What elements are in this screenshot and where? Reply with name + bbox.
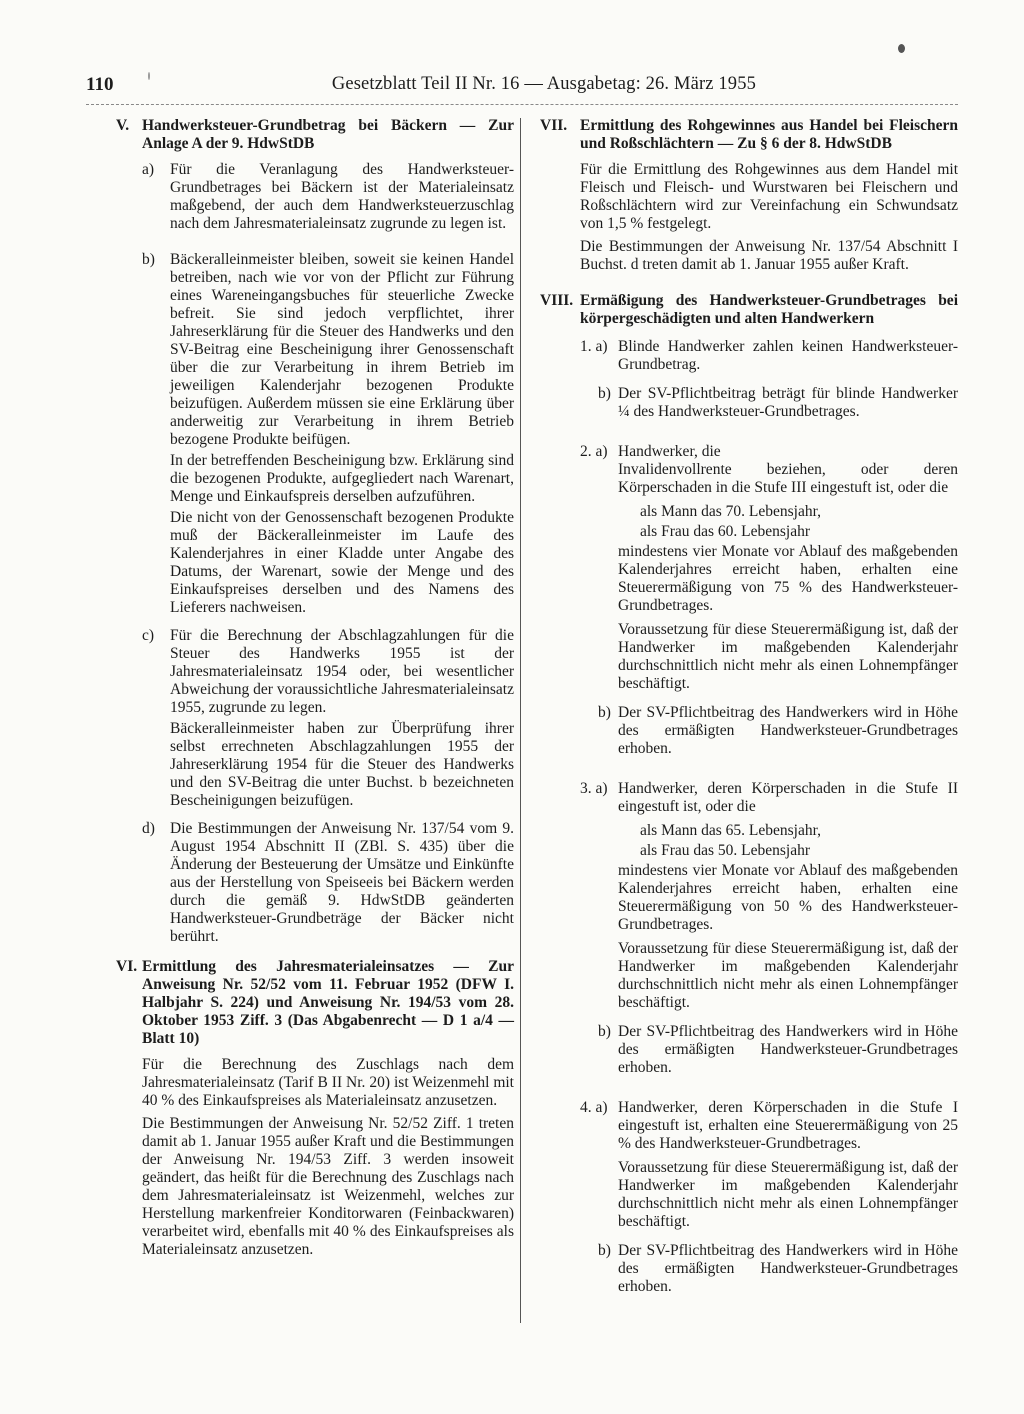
header-title: Gesetzblatt Teil II Nr. 16 — Ausgabetag: 26. März 1955 xyxy=(331,74,756,94)
item-1a xyxy=(580,338,958,374)
list-marker: b) xyxy=(598,385,611,402)
item-2a xyxy=(580,443,958,693)
scan-speck xyxy=(898,44,905,53)
list-marker: 2. a) xyxy=(580,443,608,460)
subsection-d xyxy=(142,820,514,946)
section-title: Ermittlung des Jahresmaterialeinsatzes — Zur Anweisung Nr. 52/52 vom 11. Februar 1952 (DFW I. Halbjahr S. 224) und Anweisung Nr. 194/53 vom 28. Oktober 1953 Ziff. 3 (Das Abgabenrecht — D 1 a/4 — Blatt 10) xyxy=(142,958,514,1047)
paragraph: Voraussetzung für diese Steuerermäßigung ist, daß der Handwerker im maßgebenden Kalenderjahr durchschnittlich nicht mehr als einen Lohnempfänger beschäftigt. xyxy=(618,621,958,692)
subsection-a xyxy=(142,161,514,233)
paragraph: In der betreffenden Bescheinigung bzw. Erklärung sind die bezogenen Produkte, aufgegliedert nach Warenart, Menge und Einkaufspreis derselben aufzuführen. xyxy=(170,452,514,505)
column-separator xyxy=(520,118,521,1323)
list-marker: b) xyxy=(142,251,155,268)
section-vi xyxy=(116,958,514,1259)
age-condition: als Frau das 50. Lebensjahr xyxy=(640,842,811,859)
list-marker: d) xyxy=(142,820,155,837)
page-number: 110 xyxy=(86,74,114,95)
section-title: Ermittlung des Rohgewinnes aus Handel bei Fleischern und Roßschlächtern — Zu § 6 der 8. HdwStDB xyxy=(580,117,958,152)
item-2b xyxy=(580,704,958,758)
item-4b xyxy=(580,1242,958,1296)
item-3b xyxy=(580,1023,958,1077)
section-heading xyxy=(116,958,514,1048)
section-v xyxy=(116,117,514,946)
left-column xyxy=(116,117,514,1271)
paragraph: Für die Berechnung der Abschlagzahlungen für die Steuer des Handwerks 1955 ist der Jahresmaterialeinsatz 1954 oder, bei wesentlicher Abweichung der voraussichtliche Jahresmaterialeinsatz 1955, zugrunde zu legen. xyxy=(170,627,514,716)
paragraph: Bäckeralleinmeister haben zur Überprüfung ihrer selbst errechneten Abschlagzahlungen 1955 der Jahreserklärung 1954 für die Steuer des Handwerks und den SV-Beitrag die unter Buchst. b bezeichneten Bescheinigungen beizufügen. xyxy=(170,720,514,809)
list-marker: c) xyxy=(142,627,155,644)
list-marker: b) xyxy=(598,1023,611,1040)
page-header xyxy=(86,74,756,100)
section-number: VII. xyxy=(540,117,568,134)
section-number: VI. xyxy=(116,958,138,975)
item-1b xyxy=(580,385,958,421)
list-marker: 1. a) xyxy=(580,338,608,355)
paragraph: Die Bestimmungen der Anweisung Nr. 52/52 Ziff. 1 treten damit ab 1. Januar 1955 außer Kraft und die Bestimmungen der Anweisung Nr. 194/53 Ziff. 3 werden insoweit geändert, das heißt für die Berechnung des Zuschlags nach dem Jahresmaterialeinsatz ist Weizenmehl, welches zur Herstellung markenfreier Konditorwaren (Feinbackwaren) verarbeitet wird, ebenfalls mit 40 % des Einkaufspreises als Materialeinsatz anzusetzen. xyxy=(142,1115,514,1258)
age-condition: als Frau das 60. Lebensjahr xyxy=(640,523,811,540)
paragraph: Die Bestimmungen der Anweisung Nr. 137/54 Abschnitt I Buchst. d treten damit ab 1. Januar 1955 außer Kraft. xyxy=(580,238,958,273)
list-marker: 4. a) xyxy=(580,1099,608,1116)
paragraph: Die Bestimmungen der Anweisung Nr. 137/54 vom 9. August 1954 Abschnitt II (ZBl. S. 435) über die Änderung der Besteuerung der Umsätze und Einkünfte aus der Herstellung von Speiseeis bei Bäckern werden durch die gemäß 9. HdwStDB geänderten Handwerksteuer-Grundbeträge der Bäcker nicht berührt. xyxy=(170,820,514,945)
paragraph: Bäckeralleinmeister bleiben, soweit sie keinen Handel betreiben, nach wie vor von der Pflicht zur Führung eines Wareneingangsbuches für steuerliche Zwecke befreit. Sie sind jedoch verpflichtet, ihrer Jahreserklärung für die Steuer des Handwerks und den SV-Beitrag eine Bescheinigung ihrer Genossenschaft über die zur Verarbeitung in ihrem Betrieb im jeweiligen Kalenderjahr bezogenen Produkte beizufügen. Außerdem müssen sie eine Erklärung über anderweitig zur Verarbeitung in ihrem Betrieb bezogene Produkte beifügen. xyxy=(170,251,514,448)
paragraph: Für die Ermittlung des Rohgewinnes aus dem Handel mit Fleisch und Fleisch- und Wurstwaren bei Fleischern und Roßschlächtern wird zur Vereinfachung ein Schwundsatz von 1,5 % festgelegt. xyxy=(580,161,958,232)
paragraph: Blinde Handwerker zahlen keinen Handwerksteuer-Grundbetrag. xyxy=(618,338,958,373)
header-divider xyxy=(86,104,958,105)
paragraph: Handwerker, die xyxy=(618,443,721,460)
right-column xyxy=(540,117,958,1308)
paragraph: Invalidenvollrente beziehen, oder deren Körperschaden in die Stufe III eingestuft ist, oder die xyxy=(618,461,958,496)
item-4a xyxy=(580,1099,958,1231)
section-viii xyxy=(540,292,958,1296)
list-marker: 3. a) xyxy=(580,780,608,797)
section-vii xyxy=(540,117,958,274)
paragraph: mindestens vier Monate vor Ablauf des maßgebenden Kalenderjahres erreicht haben, erhalten eine Steuerermäßigung von 50 % des Handwerksteuer-Grundbetrages. xyxy=(618,862,958,933)
paragraph: Für die Veranlagung des Handwerksteuer-Grundbetrages bei Bäckern ist der Materialeinsatz maßgebend, der auch dem Handwerksteuerzuschlag nach dem Jahresmaterialeinsatz zugrunde zu legen ist. xyxy=(170,161,514,232)
section-number: V. xyxy=(116,117,130,134)
paragraph: Der SV-Pflichtbeitrag beträgt für blinde Handwerker ¼ des Handwerksteuer-Grundbetrages. xyxy=(618,385,958,420)
paragraph: Voraussetzung für diese Steuerermäßigung ist, daß der Handwerker im maßgebenden Kalenderjahr durchschnittlich nicht mehr als einen Lohnempfänger beschäftigt. xyxy=(618,1159,958,1230)
subsection-b xyxy=(142,251,514,617)
item-3a xyxy=(580,780,958,1012)
paragraph: Voraussetzung für diese Steuerermäßigung ist, daß der Handwerker im maßgebenden Kalenderjahr durchschnittlich nicht mehr als einen Lohnempfänger beschäftigt. xyxy=(618,940,958,1011)
age-condition: als Mann das 65. Lebensjahr, xyxy=(640,822,822,839)
list-marker: a) xyxy=(142,161,155,178)
section-heading xyxy=(116,117,514,153)
list-marker: b) xyxy=(598,704,611,721)
paragraph: mindestens vier Monate vor Ablauf des maßgebenden Kalenderjahres erreicht haben, erhalten eine Steuerermäßigung von 75 % des Handwerksteuer-Grundbetrages. xyxy=(618,543,958,614)
paragraph: Der SV-Pflichtbeitrag des Handwerkers wird in Höhe des ermäßigten Handwerksteuer-Grundbetrages erhoben. xyxy=(618,1023,958,1076)
paragraph: Handwerker, deren Körperschaden in die Stufe II eingestuft ist, oder die xyxy=(618,780,958,815)
paragraph: Der SV-Pflichtbeitrag des Handwerkers wird in Höhe des ermäßigten Handwerksteuer-Grundbetrages erhoben. xyxy=(618,704,958,757)
paragraph: Für die Berechnung des Zuschlags nach dem Jahresmaterialeinsatz (Tarif B II Nr. 20) ist Weizenmehl mit 40 % des Einkaufspreises als Materialeinsatz anzusetzen. xyxy=(142,1056,514,1109)
age-condition: als Mann das 70. Lebensjahr, xyxy=(640,503,822,520)
section-heading xyxy=(540,117,958,153)
paragraph: Handwerker, deren Körperschaden in die Stufe I eingestuft ist, erhalten eine Steuerermäßigung von 25 % des Handwerksteuer-Grundbetrages. xyxy=(618,1099,958,1152)
paragraph: Der SV-Pflichtbeitrag des Handwerkers wird in Höhe des ermäßigten Handwerksteuer-Grundbetrages erhoben. xyxy=(618,1242,958,1295)
section-heading xyxy=(540,292,958,328)
section-number: VIII. xyxy=(540,292,574,309)
list-marker: b) xyxy=(598,1242,611,1259)
subsection-c xyxy=(142,627,514,810)
section-title: Ermäßigung des Handwerksteuer-Grundbetrages bei körpergeschädigten und alten Handwerkern xyxy=(580,292,958,327)
paragraph: Die nicht von der Genossenschaft bezogenen Produkte muß der Bäckeralleinmeister im Laufe des Kalenderjahres in einer Kladde unter Angabe des Datums, der Warenart, sowie der Menge und des Einkaufspreises derselben und des Namens des Lieferers nachweisen. xyxy=(170,509,514,616)
section-title: Handwerksteuer-Grundbetrag bei Bäckern — Zur Anlage A der 9. HdwStDB xyxy=(142,117,514,152)
